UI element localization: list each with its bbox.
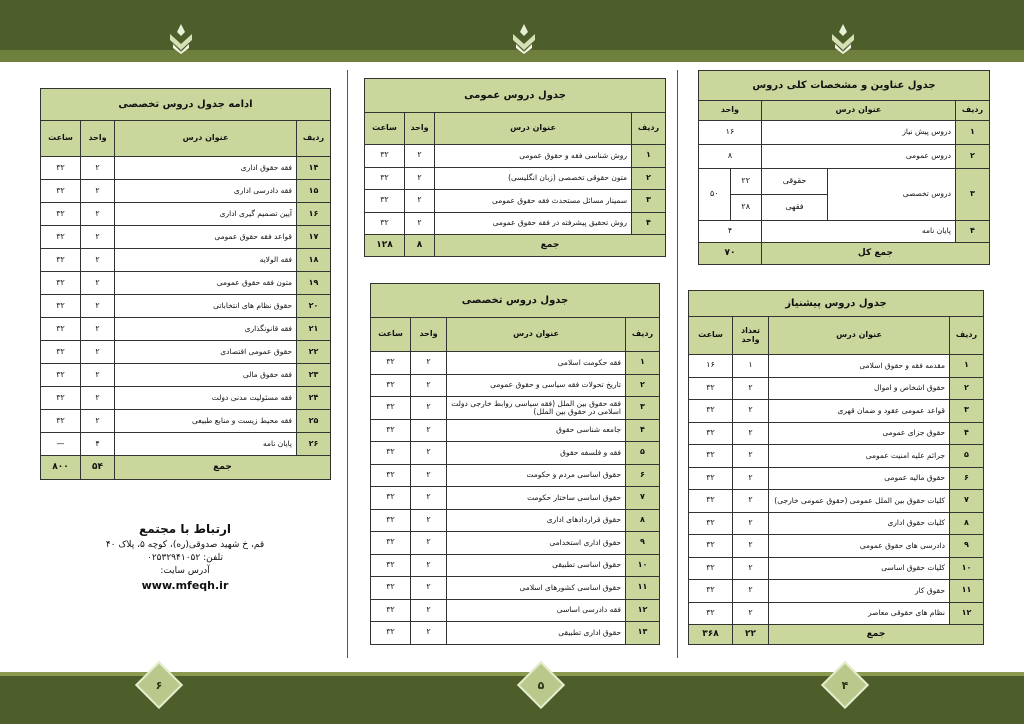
row-number: ۲۱ [297, 318, 331, 341]
course-title: روش شناسی فقه و حقوق عمومی [435, 145, 632, 168]
course-title: فقه دادرسی اداری [115, 180, 297, 203]
units-value: ۲ [411, 352, 447, 375]
table-row [699, 145, 990, 169]
course-title: آیین تصمیم گیری اداری [115, 203, 297, 226]
units-value: ۲ [411, 487, 447, 510]
units-value: ۲ [733, 445, 769, 468]
total-label: جمع [435, 235, 666, 257]
units-value: ۱۶ [699, 121, 762, 145]
course-title: جرائم علیه امنیت عمومی [769, 445, 950, 468]
units-value: ۲ [81, 226, 115, 249]
course-title: کلیات حقوق بین الملل عمومی (حقوق عمومی خارجی) [769, 490, 950, 513]
header-course-title: عنوان درس [447, 318, 626, 352]
hours-value: ۳۲ [365, 190, 405, 213]
hours-value: ۳۲ [371, 352, 411, 375]
emblem-icon [511, 24, 537, 54]
units-value: ۲ [81, 318, 115, 341]
hours-value: ۳۲ [365, 145, 405, 168]
units-value: ۲ [411, 419, 447, 442]
total-units: ۷۰ [699, 243, 762, 265]
row-number: ۲۴ [297, 387, 331, 410]
units-value: ۲ [733, 602, 769, 625]
units-value: ۴ [81, 433, 115, 456]
row-number: ۲ [950, 377, 984, 400]
units-value: ۲ [733, 512, 769, 535]
hours-value: ۳۲ [41, 203, 81, 226]
course-title: حقوق کار [769, 580, 950, 603]
row-number: ۱ [632, 145, 666, 168]
row-number: ۲ [632, 167, 666, 190]
units-value: ۲ [733, 400, 769, 423]
row-number: ۴ [950, 422, 984, 445]
table-row [41, 295, 331, 318]
hours-value: ۳۲ [689, 400, 733, 423]
units-value: ۲ [81, 249, 115, 272]
table-row [371, 577, 660, 600]
units-value: ۲ [411, 374, 447, 397]
course-title: فقه دادرسی اساسی [447, 599, 626, 622]
table-row [689, 377, 984, 400]
table-row [371, 554, 660, 577]
course-title: جامعه شناسی حقوق [447, 419, 626, 442]
hours-value: ۳۲ [41, 295, 81, 318]
hours-value: ۳۲ [371, 577, 411, 600]
course-title: تاریخ تحولات فقه سیاسی و حقوق عمومی [447, 374, 626, 397]
table-row [41, 249, 331, 272]
hours-value: ۳۲ [41, 272, 81, 295]
hours-value: ۳۲ [689, 557, 733, 580]
row-number: ۳ [950, 400, 984, 423]
total-hours: ۸۰۰ [41, 456, 81, 480]
units-value: ۲ [81, 364, 115, 387]
table-row [41, 318, 331, 341]
summary-table [698, 70, 990, 265]
table-row [365, 167, 666, 190]
table-row [371, 509, 660, 532]
table-row [699, 169, 990, 195]
table-row [689, 467, 984, 490]
hours-value: ۳۲ [41, 341, 81, 364]
course-title: فقه مسئولیت مدنی دولت [115, 387, 297, 410]
header-row-number: ردیف [626, 318, 660, 352]
table-title: جدول دروس عمومی [365, 79, 666, 113]
course-title: حقوق اساسی ساختار حکومت [447, 487, 626, 510]
total-label: جمع [115, 456, 331, 480]
row-number: ۲ [626, 374, 660, 397]
course-title: حقوق اداری استخدامی [447, 532, 626, 555]
table-row [371, 464, 660, 487]
row-number: ۱۹ [297, 272, 331, 295]
sub-category: فقهی [761, 195, 827, 221]
table-row [689, 512, 984, 535]
contact-site-label: آدرس سایت: [160, 566, 210, 576]
hours-value: ۳۲ [689, 535, 733, 558]
course-title: حقوق عمومی اقتصادی [115, 341, 297, 364]
row-number: ۱۲ [626, 599, 660, 622]
row-number: ۳ [956, 169, 990, 221]
row-number: ۵ [950, 445, 984, 468]
hours-value: ۳۲ [371, 397, 411, 420]
total-label: جمع [769, 625, 984, 645]
total-hours: ۱۲۸ [365, 235, 405, 257]
hours-value: ۳۲ [689, 512, 733, 535]
row-number: ۲۵ [297, 410, 331, 433]
row-number: ۲۲ [297, 341, 331, 364]
table-row [371, 397, 660, 420]
hours-value: ۳۲ [41, 387, 81, 410]
hours-value: ۳۲ [371, 509, 411, 532]
course-title: فقه حقوق مالی [115, 364, 297, 387]
header-course-title: عنوان درس [435, 113, 632, 145]
units-value: ۲ [405, 145, 435, 168]
row-number: ۱ [956, 121, 990, 145]
course-title: روش تحقیق پیشرفته در فقه حقوق عمومی [435, 212, 632, 235]
table-row [371, 532, 660, 555]
row-number: ۳ [632, 190, 666, 213]
page-number: ۶ [155, 678, 163, 692]
table-row [699, 221, 990, 243]
table-row [371, 622, 660, 645]
units-value: ۲ [733, 377, 769, 400]
hours-value: ۳۲ [371, 374, 411, 397]
table-row [41, 226, 331, 249]
course-title: دروس عمومی [761, 145, 955, 169]
units-value: ۲ [81, 272, 115, 295]
course-title: قواعد عمومی عقود و ضمان قهری [769, 400, 950, 423]
table-row [699, 121, 990, 145]
table-row [41, 180, 331, 203]
row-number: ۱۶ [297, 203, 331, 226]
row-number: ۱۱ [626, 577, 660, 600]
hours-value: ۳۲ [41, 364, 81, 387]
row-number: ۶ [950, 467, 984, 490]
row-number: ۱ [626, 352, 660, 375]
contact-block [40, 522, 330, 592]
emblem-icon [168, 24, 194, 54]
row-number: ۲۰ [297, 295, 331, 318]
hours-value: ۳۲ [365, 167, 405, 190]
header-hours: ساعت [371, 318, 411, 352]
units-value: ۲ [81, 410, 115, 433]
column-divider [347, 70, 348, 658]
course-title: حقوق جزای عمومی [769, 422, 950, 445]
course-title: حقوق اساسی تطبیقی [447, 554, 626, 577]
table-row [41, 433, 331, 456]
total-label: جمع کل [761, 243, 989, 265]
hours-value: ۳۲ [689, 602, 733, 625]
row-number: ۸ [626, 509, 660, 532]
table-row [689, 557, 984, 580]
header-row-number: ردیف [632, 113, 666, 145]
table-row [689, 490, 984, 513]
course-title: حقوق اشخاص و اموال [769, 377, 950, 400]
table-row [371, 599, 660, 622]
header-units: تعداد واحد [733, 317, 769, 355]
row-number: ۷ [626, 487, 660, 510]
course-title: سمینار مسائل مستحدث فقه حقوق عمومی [435, 190, 632, 213]
row-number: ۴ [632, 212, 666, 235]
table-row [689, 422, 984, 445]
units-value: ۲ [733, 422, 769, 445]
course-title: کلیات حقوق اداری [769, 512, 950, 535]
special-courses-table [370, 283, 660, 645]
header-units: واحد [411, 318, 447, 352]
hours-value: ۳۲ [371, 554, 411, 577]
row-number: ۱۷ [297, 226, 331, 249]
row-number: ۱۴ [297, 157, 331, 180]
units-value: ۲ [81, 341, 115, 364]
table-title: ادامه جدول دروس تخصصی [41, 89, 331, 121]
course-title: فقه الولایه [115, 249, 297, 272]
hours-value: ۳۲ [689, 490, 733, 513]
sub-category: حقوقی [761, 169, 827, 195]
units-value: ۲ [733, 535, 769, 558]
table-title: جدول دروس پیشنیاز [689, 291, 984, 317]
hours-value: ۳۲ [41, 249, 81, 272]
units-value: ۲ [411, 532, 447, 555]
row-number: ۹ [626, 532, 660, 555]
course-title: حقوق اساسی مردم و حکومت [447, 464, 626, 487]
course-title: فقه حقوق بین الملل (فقه سیاسی روابط خارجی دولت اسلامی در حقوق بین الملل) [447, 397, 626, 420]
course-title: حقوق قراردادهای اداری [447, 509, 626, 532]
emblem-icon [830, 24, 856, 54]
header-course-title: عنوان درس [761, 101, 955, 121]
course-title: پایان نامه [115, 433, 297, 456]
row-number: ۶ [626, 464, 660, 487]
hours-value: ۳۲ [689, 422, 733, 445]
course-title: فقه حکومت اسلامی [447, 352, 626, 375]
hours-value: ۳۲ [371, 599, 411, 622]
units-value: ۲ [411, 464, 447, 487]
total-row [699, 243, 990, 265]
table-row [365, 145, 666, 168]
header-hours: ساعت [41, 121, 81, 157]
table-title: جدول دروس تخصصی [371, 284, 660, 318]
course-title: فقه قانونگذاری [115, 318, 297, 341]
hours-value: ۱۶ [689, 355, 733, 378]
hours-value: ۳۲ [371, 419, 411, 442]
hours-value: ۳۲ [371, 532, 411, 555]
units-value: ۲ [411, 509, 447, 532]
table-row [689, 355, 984, 378]
contact-address: قم، خ شهید صدوقی(ره)، کوچه ۵، پلاک ۴۰ [105, 540, 265, 550]
hours-value: ۳۲ [689, 467, 733, 490]
contact-heading: ارتباط با مجتمع [139, 522, 231, 536]
units-value: ۲ [733, 557, 769, 580]
table-row [371, 419, 660, 442]
header-hours: ساعت [365, 113, 405, 145]
hours-value: ۳۲ [41, 157, 81, 180]
course-title: فقه محیط زیست و منابع طبیعی [115, 410, 297, 433]
row-number: ۲۶ [297, 433, 331, 456]
units-value: ۲ [733, 580, 769, 603]
table-row [689, 535, 984, 558]
header-hours: ساعت [689, 317, 733, 355]
table-row [689, 400, 984, 423]
hours-value: — [41, 433, 81, 456]
table-row [365, 190, 666, 213]
row-number: ۲ [956, 145, 990, 169]
sub-units-value: ۲۸ [730, 195, 761, 221]
course-title: دادرسی های حقوق عمومی [769, 535, 950, 558]
header-course-title: عنوان درس [769, 317, 950, 355]
table-row [41, 157, 331, 180]
prereq-table [688, 290, 984, 645]
header-course-title: عنوان درس [115, 121, 297, 157]
units-value: ۴ [699, 221, 762, 243]
special-courses-cont-table [40, 88, 331, 480]
units-value: ۲ [81, 295, 115, 318]
row-number: ۷ [950, 490, 984, 513]
course-title: حقوق اساسی کشورهای اسلامی [447, 577, 626, 600]
header-units: واحد [405, 113, 435, 145]
header-units: واحد [81, 121, 115, 157]
course-title: دروس پیش نیاز [761, 121, 955, 145]
table-row [371, 487, 660, 510]
header-row-number: ردیف [297, 121, 331, 157]
row-number: ۹ [950, 535, 984, 558]
units-value: ۲ [405, 167, 435, 190]
total-row [365, 235, 666, 257]
row-number: ۱۰ [950, 557, 984, 580]
total-units: ۸ [405, 235, 435, 257]
row-number: ۴ [956, 221, 990, 243]
units-value: ۲ [411, 599, 447, 622]
units-value: ۲ [405, 190, 435, 213]
course-title: پایان نامه [761, 221, 955, 243]
table-row [371, 442, 660, 465]
row-number: ۱۳ [626, 622, 660, 645]
units-value: ۱ [733, 355, 769, 378]
course-title: فقه و فلسفه حقوق [447, 442, 626, 465]
table-row [41, 203, 331, 226]
table-row [41, 364, 331, 387]
table-row [371, 352, 660, 375]
hours-value: ۳۲ [689, 377, 733, 400]
sub-units-value: ۲۲ [730, 169, 761, 195]
course-title: کلیات حقوق اساسی [769, 557, 950, 580]
units-value: ۲ [411, 397, 447, 420]
hours-value: ۳۲ [41, 226, 81, 249]
row-number: ۸ [950, 512, 984, 535]
units-value: ۲ [411, 442, 447, 465]
total-hours: ۳۶۸ [689, 625, 733, 645]
header-row-number: ردیف [956, 101, 990, 121]
row-number: ۱۸ [297, 249, 331, 272]
total-row [689, 625, 984, 645]
table-row [41, 410, 331, 433]
table-row [371, 374, 660, 397]
row-number: ۳ [626, 397, 660, 420]
hours-value: ۳۲ [689, 445, 733, 468]
units-value: ۲ [405, 212, 435, 235]
hours-value: ۳۲ [365, 212, 405, 235]
hours-value: ۳۲ [371, 487, 411, 510]
units-value: ۲ [81, 180, 115, 203]
units-value: ۲ [411, 577, 447, 600]
course-title: دروس تخصصی [828, 169, 956, 221]
table-row [365, 212, 666, 235]
page-number: ۵ [537, 678, 545, 692]
row-number: ۱۵ [297, 180, 331, 203]
table-row [689, 602, 984, 625]
total-units: ۲۲ [733, 625, 769, 645]
row-number: ۱۱ [950, 580, 984, 603]
row-number: ۵ [626, 442, 660, 465]
row-number: ۴ [626, 419, 660, 442]
row-number: ۲۳ [297, 364, 331, 387]
course-title: نظام های حقوقی معاصر [769, 602, 950, 625]
row-number: ۱ [950, 355, 984, 378]
units-value: ۵۰ [699, 169, 731, 221]
table-row [41, 272, 331, 295]
table-row [41, 387, 331, 410]
units-value: ۲ [81, 203, 115, 226]
course-title: حقوق اداری تطبیقی [447, 622, 626, 645]
units-value: ۸ [699, 145, 762, 169]
row-number: ۱۲ [950, 602, 984, 625]
hours-value: ۳۲ [371, 442, 411, 465]
course-title: قواعد فقه حقوق عمومی [115, 226, 297, 249]
units-value: ۲ [411, 622, 447, 645]
total-row [41, 456, 331, 480]
units-value: ۲ [733, 467, 769, 490]
hours-value: ۳۲ [41, 180, 81, 203]
course-title: حقوق نظام های انتخاباتی [115, 295, 297, 318]
hours-value: ۳۲ [41, 318, 81, 341]
table-row [689, 580, 984, 603]
course-title: فقه حقوق اداری [115, 157, 297, 180]
general-courses-table [364, 78, 666, 257]
hours-value: ۳۲ [371, 622, 411, 645]
header-row-number: ردیف [950, 317, 984, 355]
units-value: ۲ [411, 554, 447, 577]
table-row [41, 341, 331, 364]
units-value: ۲ [81, 387, 115, 410]
table-row [689, 445, 984, 468]
hours-value: ۳۲ [41, 410, 81, 433]
website-link[interactable]: www.mfeqh.ir [141, 579, 229, 592]
course-title: حقوق مالیه عمومی [769, 467, 950, 490]
row-number: ۱۰ [626, 554, 660, 577]
hours-value: ۳۲ [689, 580, 733, 603]
course-title: مقدمه فقه و حقوق اسلامی [769, 355, 950, 378]
table-title: جدول عناوین و مشخصات کلی دروس [699, 71, 990, 101]
page-number: ۴ [841, 678, 849, 692]
column-divider [677, 70, 678, 658]
hours-value: ۳۲ [371, 464, 411, 487]
contact-phone: تلفن: ۰۲۵۳۲۹۴۱۰۵۲ [147, 553, 223, 563]
header-units: واحد [699, 101, 762, 121]
units-value: ۲ [81, 157, 115, 180]
units-value: ۲ [733, 490, 769, 513]
course-title: متون فقه حقوق عمومی [115, 272, 297, 295]
course-title: متون حقوقی تخصصی (زبان انگلیسی) [435, 167, 632, 190]
total-units: ۵۴ [81, 456, 115, 480]
